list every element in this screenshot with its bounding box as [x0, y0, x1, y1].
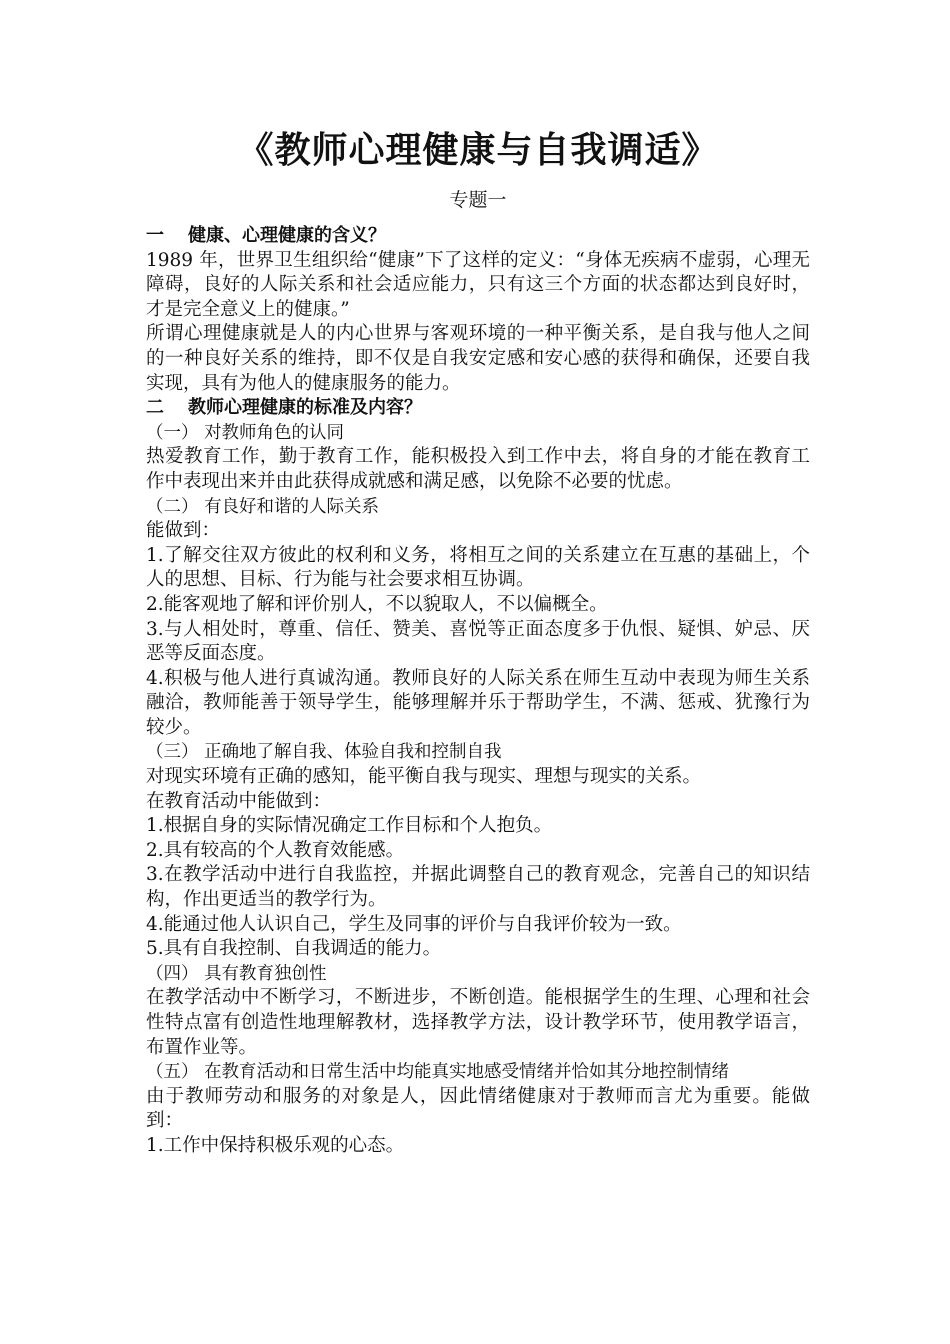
subsection-title: （一） 对教师角色的认同	[146, 422, 345, 443]
document-title: 《教师心理健康与自我调适》	[237, 130, 719, 171]
paragraph: 由于教师劳动和服务的对象是人，因此情绪健康对于教师而言尤为重要。能做到：	[146, 1085, 810, 1132]
paragraph: 能做到：	[146, 520, 221, 542]
document-page	[146, 126, 810, 1159]
list-item: 3.在教学活动中进行自我监控，并据此调整自己的教育观念，完善自己的知识结构，作出更适当的教学行为。	[146, 864, 810, 911]
section-number: 二	[146, 397, 164, 419]
list-item: 1.了解交往双方彼此的权利和义务，将相互之间的关系建立在互惠的基础上，个人的思想、目标、行为能与社会要求相互协调。	[146, 544, 810, 591]
list-item: 5.具有自我控制、自我调适的能力。	[146, 938, 442, 960]
paragraph: 对现实环境有正确的感知，能平衡自我与现实、理想与现实的关系。	[146, 766, 702, 788]
list-item: 2.具有较高的个人教育效能感。	[146, 839, 405, 861]
paragraph: 热爱教育工作，勤于教育工作，能积极投入到工作中去，将自身的才能在教育工作中表现出来并由此获得成就感和满足感，以免除不必要的忧虑。	[146, 446, 810, 492]
list-item: 2.能客观地了解和评价别人，不以貌取人，不以偏概全。	[146, 593, 608, 615]
paragraph: 所谓心理健康就是人的内心世界与客观环境的一种平衡关系，是自我与他人之间的一种良好关系的维持，即不仅是自我安定感和安心感的获得和确保，还要自我实现，具有为他人的健康服务的能力。	[146, 323, 810, 394]
section-heading-1	[146, 224, 810, 249]
paragraph: 在教学活动中不断学习，不断进步，不断创造。能根据学生的生理、心理和社会性特点富有创造性地理解教材，选择教学方法，设计教学环节，使用教学语言，布置作业等。	[146, 987, 810, 1058]
list-item: 1.工作中保持积极乐观的心态。	[146, 1134, 405, 1156]
subsection-title: （三） 正确地了解自我、体验自我和控制自我	[146, 742, 502, 763]
section-heading-text: 健康、心理健康的含义？	[188, 225, 386, 246]
subsection-title: （四） 具有教育独创性	[146, 963, 327, 984]
section-heading-2	[146, 396, 810, 421]
list-item: 4.能通过他人认识自己，学生及同事的评价与自我评价较为一致。	[146, 913, 682, 935]
paragraph: 在教育活动中能做到：	[146, 790, 332, 812]
subsection-title: （五） 在教育活动和日常生活中均能真实地感受情绪并恰如其分地控制情绪	[146, 1062, 730, 1083]
section-number: 一	[146, 225, 164, 246]
section-heading-text: 教师心理健康的标准及内容？	[188, 397, 422, 419]
list-item: 1.根据自身的实际情况确定工作目标和个人抱负。	[146, 815, 553, 837]
subsection-title: （二） 有良好和谐的人际关系	[146, 496, 380, 517]
list-item: 4.积极与他人进行真诚沟通。教师良好的人际关系在师生互动中表现为师生关系融洽，教师能善于领导学生，能够理解并乐于帮助学生，不满、惩戒、犹豫行为较少。	[146, 667, 810, 738]
document-subtitle: 专题一	[449, 189, 507, 211]
list-item: 3.与人相处时，尊重、信任、赞美、喜悦等正面态度多于仇恨、疑惧、妒忌、厌恶等反面态度。	[146, 618, 810, 665]
paragraph: 1989 年，世界卫生组织给“健康”下了这样的定义：“身体无疾病不虚弱，心理无障碍，良好的人际关系和社会适应能力，只有这三个方面的状态都达到良好时，才是完全意义上的健康。”	[146, 249, 810, 320]
